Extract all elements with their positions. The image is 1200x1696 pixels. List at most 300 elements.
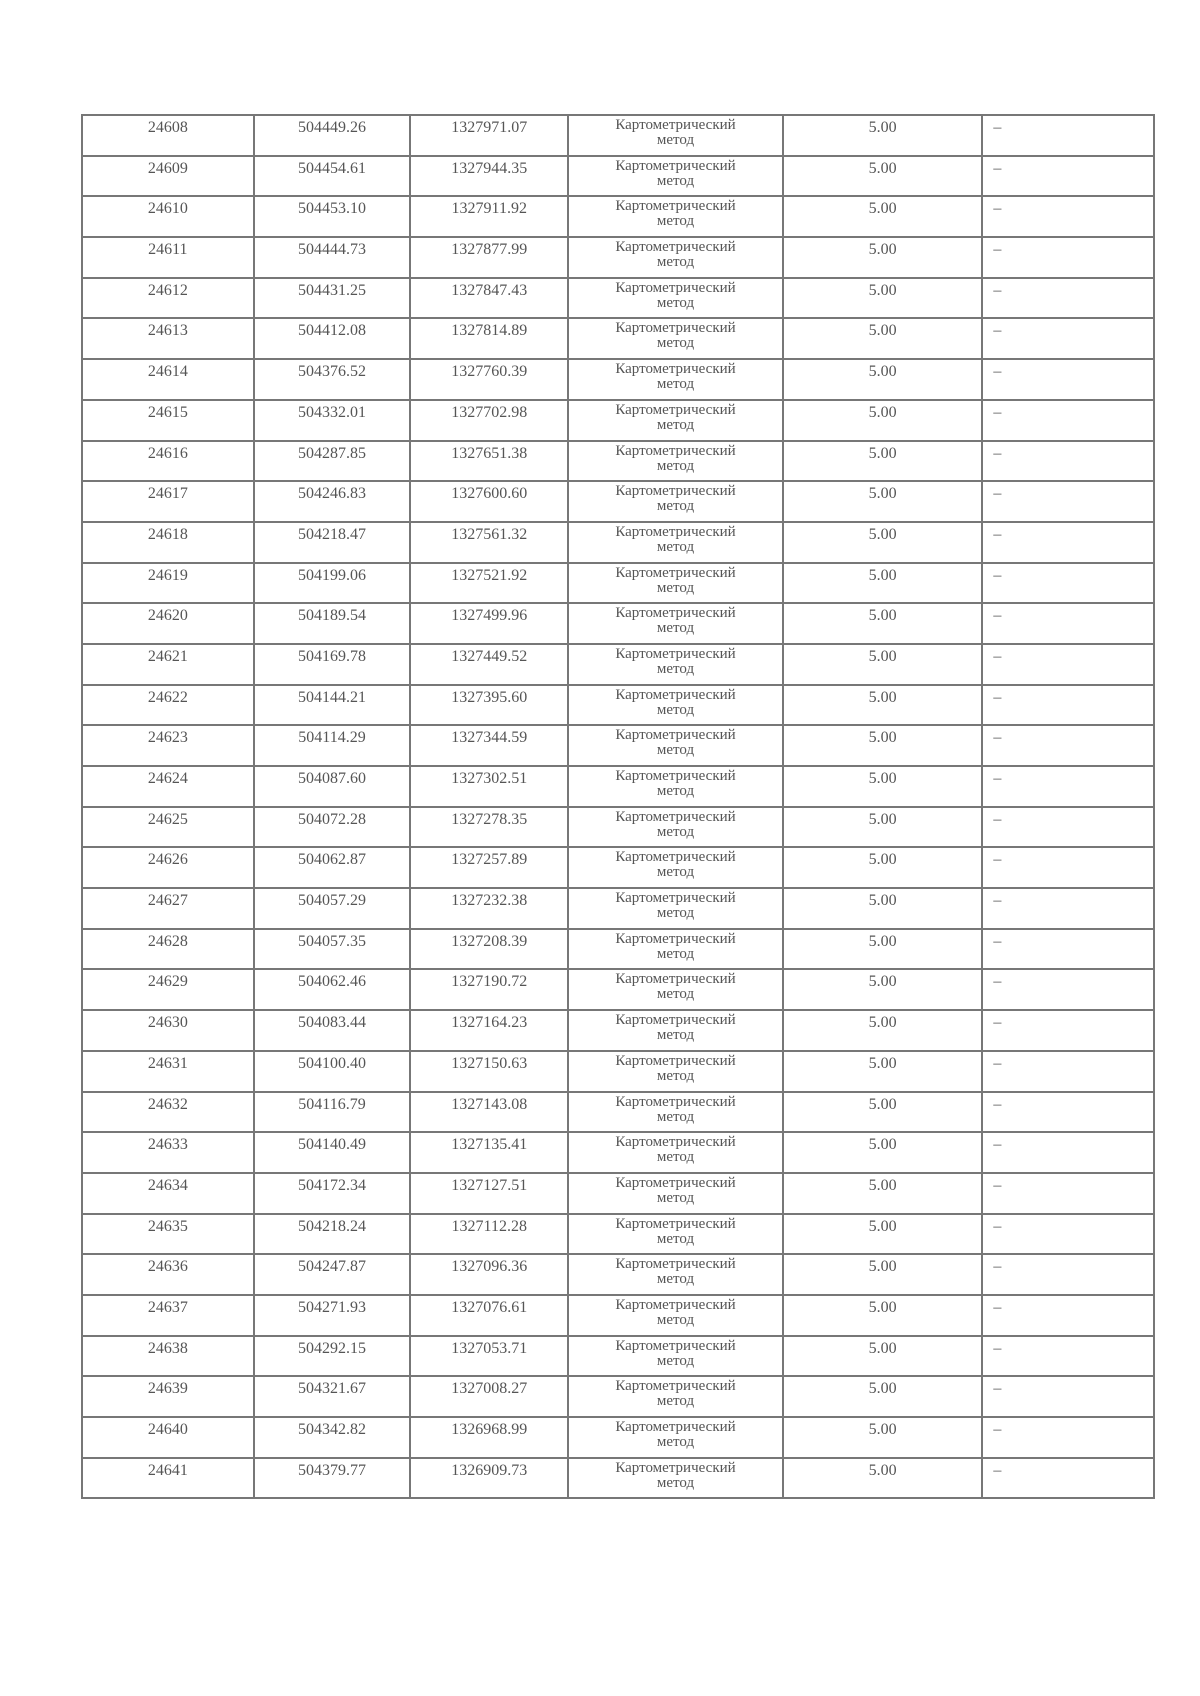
point-id-cell: 24624 — [82, 766, 254, 807]
accuracy-cell: 5.00 — [783, 1051, 983, 1092]
method-text-container — [569, 1420, 782, 1450]
coord-y-cell: 1327143.08 — [410, 1092, 568, 1133]
coord-x-cell: 504218.47 — [254, 522, 411, 563]
coord-x-cell: 504172.34 — [254, 1173, 411, 1214]
point-id-cell: 24619 — [82, 563, 254, 604]
table-row — [82, 522, 1154, 563]
method-line-1: Картометрический — [615, 645, 736, 662]
point-id-cell: 24617 — [82, 481, 254, 522]
method-line-2: метод — [656, 1474, 695, 1491]
method-line-1: Картометрический — [615, 768, 736, 784]
point-id-cell: 24635 — [82, 1214, 254, 1255]
table-row — [82, 156, 1154, 197]
method-line-1: Картометрический — [615, 1459, 736, 1476]
table-row — [82, 115, 1154, 156]
method-text-container — [569, 199, 782, 229]
accuracy-cell: 5.00 — [783, 1295, 983, 1336]
method-cell — [568, 196, 783, 237]
coord-x-cell: 504454.61 — [254, 156, 411, 197]
coord-y-cell: 1327395.60 — [410, 685, 568, 726]
point-id-cell: 24633 — [82, 1132, 254, 1173]
coord-y-cell: 1327208.39 — [410, 929, 568, 970]
description-cell: – — [982, 1010, 1154, 1051]
coord-y-cell: 1327847.43 — [410, 278, 568, 319]
method-line-1: Картометрический — [615, 239, 736, 256]
coord-y-cell: 1327127.51 — [410, 1173, 568, 1214]
coord-x-cell: 504144.21 — [254, 685, 411, 726]
accuracy-cell: 5.00 — [783, 847, 983, 888]
method-line-1: Картометрический — [615, 605, 736, 622]
description-cell: – — [982, 1254, 1154, 1295]
table-row — [82, 237, 1154, 278]
accuracy-cell: 5.00 — [783, 888, 983, 929]
point-id-cell: 24620 — [82, 603, 254, 644]
method-line-1: Картометрический — [615, 1093, 736, 1110]
method-text-container — [569, 240, 782, 270]
description-cell: – — [982, 1132, 1154, 1173]
method-text-container — [569, 1013, 782, 1043]
table-row — [82, 766, 1154, 807]
accuracy-cell: 5.00 — [783, 237, 983, 278]
table-row — [82, 563, 1154, 604]
point-id-cell: 24632 — [82, 1092, 254, 1133]
method-cell — [568, 237, 783, 278]
point-id-cell: 24640 — [82, 1417, 254, 1458]
method-line-2: метод — [656, 1027, 695, 1044]
method-line-2: метод — [656, 1271, 695, 1288]
point-id-cell: 24612 — [82, 278, 254, 319]
description-cell: – — [982, 481, 1154, 522]
method-line-2: метод — [656, 620, 695, 637]
method-line-2: метод — [656, 945, 695, 962]
method-line-2: метод — [656, 783, 695, 799]
method-text-container — [569, 1379, 782, 1409]
accuracy-cell: 5.00 — [783, 1417, 983, 1458]
coord-x-cell: 504247.87 — [254, 1254, 411, 1295]
method-line-1: Картометрический — [615, 1419, 736, 1435]
description-cell: – — [982, 156, 1154, 197]
method-line-1: Картометрический — [615, 1052, 736, 1069]
method-text-container — [569, 647, 782, 677]
table-row — [82, 1132, 1154, 1173]
coord-y-cell: 1327150.63 — [410, 1051, 568, 1092]
method-cell — [568, 1376, 783, 1417]
description-cell: – — [982, 929, 1154, 970]
method-cell — [568, 1173, 783, 1214]
table-row — [82, 603, 1154, 644]
point-id-cell: 24616 — [82, 441, 254, 482]
coord-x-cell: 504271.93 — [254, 1295, 411, 1336]
description-cell: – — [982, 1458, 1154, 1499]
table-row — [82, 196, 1154, 237]
method-line-2: метод — [656, 1393, 695, 1410]
point-id-cell: 24610 — [82, 196, 254, 237]
method-line-1: Картометрический — [615, 1134, 736, 1151]
coord-y-cell: 1327112.28 — [410, 1214, 568, 1255]
point-id-cell: 24627 — [82, 888, 254, 929]
method-cell — [568, 929, 783, 970]
table-row — [82, 929, 1154, 970]
method-line-2: метод — [656, 986, 695, 1003]
coord-y-cell: 1327190.72 — [410, 969, 568, 1010]
coord-x-cell: 504379.77 — [254, 1458, 411, 1499]
description-cell: – — [982, 318, 1154, 359]
method-text-container — [569, 769, 782, 799]
method-cell — [568, 725, 783, 766]
method-cell — [568, 644, 783, 685]
accuracy-cell: 5.00 — [783, 522, 983, 563]
method-cell — [568, 115, 783, 156]
method-text-container — [569, 850, 782, 880]
method-cell — [568, 847, 783, 888]
method-line-2: метод — [656, 213, 695, 230]
coord-y-cell: 1327257.89 — [410, 847, 568, 888]
method-cell — [568, 1214, 783, 1255]
method-cell — [568, 359, 783, 400]
method-text-container — [569, 1461, 782, 1491]
table-row — [82, 644, 1154, 685]
coord-x-cell: 504199.06 — [254, 563, 411, 604]
coord-x-cell: 504087.60 — [254, 766, 411, 807]
accuracy-cell: 5.00 — [783, 359, 983, 400]
method-line-2: метод — [656, 1108, 695, 1125]
method-line-1: Картометрический — [615, 564, 736, 581]
coord-x-cell: 504083.44 — [254, 1010, 411, 1051]
table-row — [82, 1254, 1154, 1295]
accuracy-cell: 5.00 — [783, 969, 983, 1010]
method-line-1: Картометрический — [615, 117, 736, 133]
coord-x-cell: 504062.87 — [254, 847, 411, 888]
description-cell: – — [982, 400, 1154, 441]
method-text-container — [569, 606, 782, 636]
table-row — [82, 1214, 1154, 1255]
point-id-cell: 24609 — [82, 156, 254, 197]
coordinates-table — [81, 114, 1155, 1499]
table-row — [82, 318, 1154, 359]
coord-y-cell: 1327344.59 — [410, 725, 568, 766]
method-line-1: Картометрический — [615, 890, 736, 907]
description-cell: – — [982, 522, 1154, 563]
method-line-1: Картометрический — [615, 198, 736, 215]
coord-x-cell: 504072.28 — [254, 807, 411, 848]
method-text-container — [569, 1339, 782, 1369]
table-row — [82, 725, 1154, 766]
method-cell — [568, 807, 783, 848]
coord-x-cell: 504431.25 — [254, 278, 411, 319]
table-row — [82, 481, 1154, 522]
accuracy-cell: 5.00 — [783, 929, 983, 970]
description-cell: – — [982, 644, 1154, 685]
accuracy-cell: 5.00 — [783, 1336, 983, 1377]
method-line-1: Картометрический — [615, 1337, 736, 1354]
method-text-container — [569, 1095, 782, 1125]
method-line-2: метод — [656, 1434, 695, 1450]
method-text-container — [569, 1257, 782, 1287]
method-text-container — [569, 1298, 782, 1328]
method-line-1: Картометрический — [615, 1296, 736, 1313]
method-line-1: Картометрический — [615, 1174, 736, 1191]
method-line-1: Картометрический — [615, 1012, 736, 1029]
method-line-1: Картометрический — [615, 1215, 736, 1232]
method-line-1: Картометрический — [615, 727, 736, 744]
description-cell: – — [982, 1092, 1154, 1133]
method-line-2: метод — [656, 498, 695, 515]
coord-y-cell: 1327008.27 — [410, 1376, 568, 1417]
coord-y-cell: 1327814.89 — [410, 318, 568, 359]
table-row — [82, 1295, 1154, 1336]
method-line-2: метод — [656, 254, 695, 271]
description-cell: – — [982, 603, 1154, 644]
table-row — [82, 1417, 1154, 1458]
method-text-container — [569, 688, 782, 718]
method-line-2: метод — [656, 864, 695, 881]
accuracy-cell: 5.00 — [783, 725, 983, 766]
point-id-cell: 24629 — [82, 969, 254, 1010]
description-cell: – — [982, 115, 1154, 156]
method-text-container — [569, 932, 782, 962]
table-row — [82, 1458, 1154, 1499]
method-text-container — [569, 484, 782, 514]
method-text-container — [569, 1217, 782, 1247]
description-cell: – — [982, 1214, 1154, 1255]
coord-y-cell: 1327651.38 — [410, 441, 568, 482]
table-row — [82, 1010, 1154, 1051]
method-text-container — [569, 321, 782, 351]
accuracy-cell: 5.00 — [783, 766, 983, 807]
description-cell: – — [982, 969, 1154, 1010]
table-row — [82, 278, 1154, 319]
method-cell — [568, 1254, 783, 1295]
point-id-cell: 24636 — [82, 1254, 254, 1295]
point-id-cell: 24625 — [82, 807, 254, 848]
method-text-container — [569, 281, 782, 311]
accuracy-cell: 5.00 — [783, 563, 983, 604]
accuracy-cell: 5.00 — [783, 1132, 983, 1173]
method-line-1: Картометрический — [615, 1256, 736, 1273]
method-line-2: метод — [656, 1149, 695, 1166]
method-cell — [568, 1458, 783, 1499]
point-id-cell: 24623 — [82, 725, 254, 766]
coord-x-cell: 504376.52 — [254, 359, 411, 400]
method-cell — [568, 400, 783, 441]
method-text-container — [569, 403, 782, 433]
point-id-cell: 24641 — [82, 1458, 254, 1499]
coord-x-cell: 504140.49 — [254, 1132, 411, 1173]
method-text-container — [569, 891, 782, 921]
point-id-cell: 24621 — [82, 644, 254, 685]
table-body — [82, 115, 1154, 1498]
coord-x-cell: 504444.73 — [254, 237, 411, 278]
table-row — [82, 1092, 1154, 1133]
method-line-1: Картометрический — [615, 971, 736, 988]
method-cell — [568, 156, 783, 197]
accuracy-cell: 5.00 — [783, 1173, 983, 1214]
description-cell: – — [982, 1051, 1154, 1092]
method-line-1: Картометрический — [615, 1378, 736, 1395]
coord-y-cell: 1327877.99 — [410, 237, 568, 278]
accuracy-cell: 5.00 — [783, 481, 983, 522]
method-cell — [568, 1417, 783, 1458]
method-line-1: Картометрический — [615, 523, 736, 540]
method-cell — [568, 1010, 783, 1051]
coord-y-cell: 1327278.35 — [410, 807, 568, 848]
table-row — [82, 888, 1154, 929]
point-id-cell: 24634 — [82, 1173, 254, 1214]
method-line-2: метод — [656, 742, 695, 759]
method-cell — [568, 603, 783, 644]
description-cell: – — [982, 807, 1154, 848]
description-cell: – — [982, 563, 1154, 604]
coord-y-cell: 1327600.60 — [410, 481, 568, 522]
method-line-2: метод — [656, 1067, 695, 1084]
method-line-1: Картометрический — [615, 401, 736, 418]
coord-x-cell: 504062.46 — [254, 969, 411, 1010]
coord-x-cell: 504218.24 — [254, 1214, 411, 1255]
method-line-2: метод — [656, 823, 695, 840]
point-id-cell: 24622 — [82, 685, 254, 726]
coord-x-cell: 504287.85 — [254, 441, 411, 482]
method-line-2: метод — [656, 132, 695, 148]
method-line-2: метод — [656, 579, 695, 596]
point-id-cell: 24611 — [82, 237, 254, 278]
coord-x-cell: 504321.67 — [254, 1376, 411, 1417]
method-text-container — [569, 362, 782, 392]
accuracy-cell: 5.00 — [783, 1458, 983, 1499]
coord-y-cell: 1327499.96 — [410, 603, 568, 644]
point-id-cell: 24615 — [82, 400, 254, 441]
method-cell — [568, 766, 783, 807]
method-line-1: Картометрический — [615, 320, 736, 337]
accuracy-cell: 5.00 — [783, 1376, 983, 1417]
accuracy-cell: 5.00 — [783, 115, 983, 156]
point-id-cell: 24637 — [82, 1295, 254, 1336]
method-cell — [568, 278, 783, 319]
accuracy-cell: 5.00 — [783, 1010, 983, 1051]
coord-y-cell: 1327449.52 — [410, 644, 568, 685]
method-cell — [568, 1092, 783, 1133]
coord-x-cell: 504449.26 — [254, 115, 411, 156]
method-text-container — [569, 566, 782, 596]
method-line-2: метод — [656, 376, 695, 393]
point-id-cell: 24608 — [82, 115, 254, 156]
description-cell: – — [982, 1295, 1154, 1336]
method-line-2: метод — [656, 660, 695, 677]
method-line-2: метод — [656, 172, 695, 189]
method-text-container — [569, 159, 782, 189]
description-cell: – — [982, 237, 1154, 278]
accuracy-cell: 5.00 — [783, 441, 983, 482]
accuracy-cell: 5.00 — [783, 644, 983, 685]
method-cell — [568, 1295, 783, 1336]
coord-y-cell: 1326968.99 — [410, 1417, 568, 1458]
method-text-container — [569, 972, 782, 1002]
accuracy-cell: 5.00 — [783, 318, 983, 359]
coord-y-cell: 1327521.92 — [410, 563, 568, 604]
coordinates-table-container — [81, 114, 1155, 1499]
coord-x-cell: 504189.54 — [254, 603, 411, 644]
coord-y-cell: 1327302.51 — [410, 766, 568, 807]
method-line-1: Картометрический — [615, 686, 736, 703]
method-line-2: метод — [656, 538, 695, 555]
method-cell — [568, 1336, 783, 1377]
accuracy-cell: 5.00 — [783, 400, 983, 441]
coord-y-cell: 1327944.35 — [410, 156, 568, 197]
table-row — [82, 1376, 1154, 1417]
point-id-cell: 24630 — [82, 1010, 254, 1051]
point-id-cell: 24613 — [82, 318, 254, 359]
accuracy-cell: 5.00 — [783, 1092, 983, 1133]
description-cell: – — [982, 1376, 1154, 1417]
method-line-2: метод — [656, 294, 695, 311]
method-text-container — [569, 444, 782, 474]
method-cell — [568, 969, 783, 1010]
table-row — [82, 1173, 1154, 1214]
table-row — [82, 441, 1154, 482]
accuracy-cell: 5.00 — [783, 278, 983, 319]
description-cell: – — [982, 685, 1154, 726]
table-row — [82, 969, 1154, 1010]
method-cell — [568, 563, 783, 604]
method-text-container — [569, 525, 782, 555]
accuracy-cell: 5.00 — [783, 603, 983, 644]
description-cell: – — [982, 888, 1154, 929]
method-line-2: метод — [656, 457, 695, 474]
coord-y-cell: 1327971.07 — [410, 115, 568, 156]
table-row — [82, 1051, 1154, 1092]
table-row — [82, 1336, 1154, 1377]
description-cell: – — [982, 441, 1154, 482]
table-row — [82, 807, 1154, 848]
description-cell: – — [982, 1417, 1154, 1458]
description-cell: – — [982, 278, 1154, 319]
point-id-cell: 24618 — [82, 522, 254, 563]
method-cell — [568, 318, 783, 359]
method-text-container — [569, 1054, 782, 1084]
description-cell: – — [982, 196, 1154, 237]
point-id-cell: 24638 — [82, 1336, 254, 1377]
coord-x-cell: 504246.83 — [254, 481, 411, 522]
method-text-container — [569, 118, 782, 148]
table-row — [82, 359, 1154, 400]
coord-x-cell: 504453.10 — [254, 196, 411, 237]
description-cell: – — [982, 1336, 1154, 1377]
method-text-container — [569, 1176, 782, 1206]
table-row — [82, 847, 1154, 888]
point-id-cell: 24631 — [82, 1051, 254, 1092]
method-cell — [568, 685, 783, 726]
accuracy-cell: 5.00 — [783, 807, 983, 848]
method-line-1: Картометрический — [615, 279, 736, 296]
method-line-2: метод — [656, 1189, 695, 1206]
coord-x-cell: 504057.29 — [254, 888, 411, 929]
point-id-cell: 24628 — [82, 929, 254, 970]
method-cell — [568, 888, 783, 929]
coord-x-cell: 504292.15 — [254, 1336, 411, 1377]
description-cell: – — [982, 1173, 1154, 1214]
method-cell — [568, 522, 783, 563]
coord-y-cell: 1327076.61 — [410, 1295, 568, 1336]
method-line-2: метод — [656, 905, 695, 922]
point-id-cell: 24626 — [82, 847, 254, 888]
method-line-2: метод — [656, 416, 695, 433]
point-id-cell: 24639 — [82, 1376, 254, 1417]
coord-x-cell: 504412.08 — [254, 318, 411, 359]
accuracy-cell: 5.00 — [783, 1214, 983, 1255]
method-line-1: Картометрический — [615, 361, 736, 378]
method-line-1: Картометрический — [615, 930, 736, 947]
accuracy-cell: 5.00 — [783, 685, 983, 726]
method-line-1: Картометрический — [615, 157, 736, 174]
